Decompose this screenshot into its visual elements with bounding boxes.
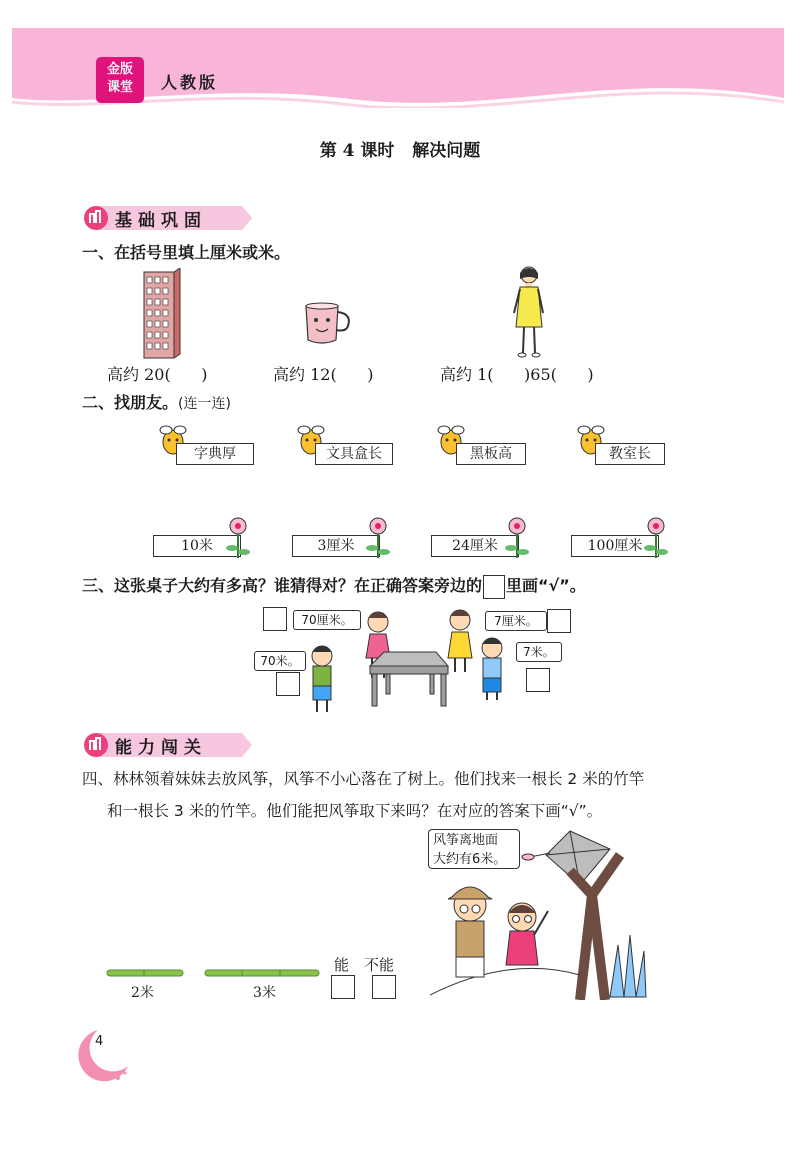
children-table-illustration bbox=[300, 600, 530, 715]
page-number: 4 bbox=[95, 1034, 104, 1049]
flower-icon bbox=[642, 516, 670, 560]
flower-icon bbox=[503, 516, 531, 560]
question-3-prompt bbox=[82, 573, 586, 599]
question-1-prompt: 一、在括号里填上厘米或米。 bbox=[82, 243, 291, 262]
q1-item-cup: 高约 12( ) bbox=[273, 365, 374, 384]
option-can-checkbox[interactable] bbox=[331, 975, 355, 999]
kite-tree-scene bbox=[430, 825, 670, 1000]
pole-3m bbox=[204, 968, 320, 978]
guess-bubble: 7米。 bbox=[516, 642, 562, 662]
guess-bubble: 70厘米。 bbox=[293, 610, 361, 630]
question-2-prompt bbox=[82, 390, 231, 413]
cup-illustration bbox=[302, 302, 354, 346]
q2-top-label[interactable]: 文具盒长 bbox=[315, 443, 393, 465]
speech-line-1: 风筝离地面 bbox=[433, 833, 499, 848]
speech-line-2: 大约有6米。 bbox=[433, 852, 507, 867]
q2-bottom-label[interactable]: 3厘米 bbox=[292, 535, 380, 557]
q2-bottom-label[interactable]: 100厘米 bbox=[571, 535, 659, 557]
lesson-topic: 解决问题 bbox=[412, 141, 481, 161]
publisher-logo bbox=[96, 57, 144, 103]
q2-top-label[interactable]: 黑板高 bbox=[456, 443, 526, 465]
section-banner-ability bbox=[82, 730, 252, 760]
girl-illustration bbox=[510, 265, 546, 359]
answer-box-sample bbox=[483, 575, 505, 599]
lesson-number: 第 4 课时 bbox=[319, 141, 395, 161]
pole-2m-label: 2米 bbox=[131, 985, 154, 1001]
section-title: 能力闯关 bbox=[115, 738, 207, 758]
q2-bottom-label[interactable]: 10米 bbox=[153, 535, 241, 557]
q3-prompt-after: 里画“√”。 bbox=[506, 576, 586, 595]
flower-icon bbox=[364, 516, 392, 560]
flower-icon bbox=[224, 516, 252, 560]
section-banner-basic bbox=[82, 203, 252, 233]
pole-3m-label: 3米 bbox=[253, 985, 276, 1001]
answer-checkbox[interactable] bbox=[547, 609, 571, 633]
q2-top-label[interactable]: 字典厚 bbox=[176, 443, 254, 465]
section-title: 基础巩固 bbox=[115, 211, 207, 231]
q2-top-label[interactable]: 教室长 bbox=[595, 443, 665, 465]
edition-label: 人教版 bbox=[161, 73, 219, 92]
lesson-title bbox=[0, 136, 800, 161]
q2-hint: (连一连) bbox=[178, 396, 231, 412]
logo-text: 金版 课堂 bbox=[106, 62, 133, 95]
guess-bubble: 7厘米。 bbox=[485, 611, 547, 631]
option-can-label: 能 bbox=[334, 956, 350, 974]
building-illustration bbox=[140, 268, 184, 360]
page-moon-ornament bbox=[78, 1026, 132, 1086]
pole-2m bbox=[106, 968, 184, 978]
answer-checkbox[interactable] bbox=[263, 607, 287, 631]
q1-item-girl: 高约 1( )65( ) bbox=[440, 365, 594, 384]
q2-prompt-text: 二、找朋友。 bbox=[82, 393, 179, 412]
answer-checkbox[interactable] bbox=[276, 672, 300, 696]
q3-prompt-before: 三、这张桌子大约有多高？谁猜得对？在正确答案旁边的 bbox=[82, 576, 483, 595]
option-cannot-checkbox[interactable] bbox=[372, 975, 396, 999]
guess-bubble: 70米。 bbox=[254, 651, 306, 671]
option-cannot-label: 不能 bbox=[364, 956, 395, 974]
question-4-line-1: 四、林林领着妹妹去放风筝，风筝不小心落在了树上。他们找来一根长 2 米的竹竿 bbox=[82, 770, 645, 788]
question-4-line-2: 和一根长 3 米的竹竿。他们能把风筝取下来吗？在对应的答案下画“√”。 bbox=[107, 802, 603, 820]
q1-item-building: 高约 20( ) bbox=[107, 365, 208, 384]
q2-bottom-label[interactable]: 24厘米 bbox=[431, 535, 519, 557]
